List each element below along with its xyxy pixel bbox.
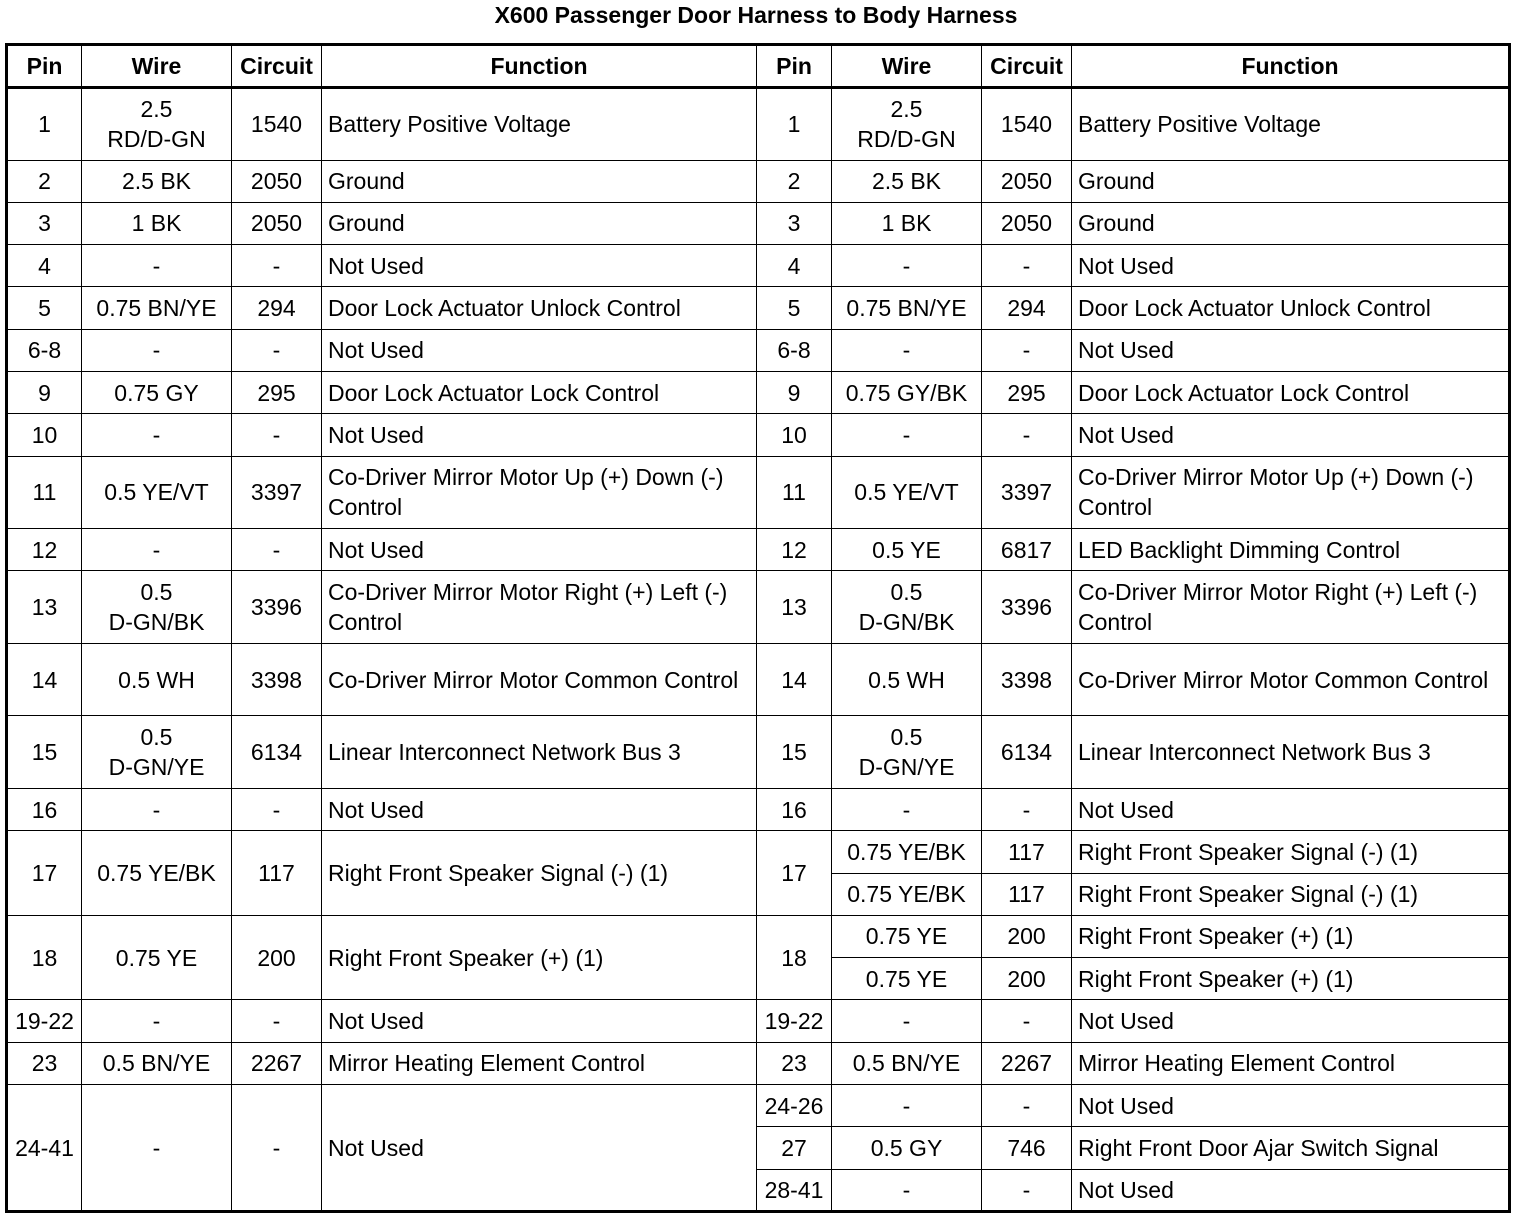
table-row bbox=[7, 414, 1510, 456]
pin-cell: 1 bbox=[7, 88, 82, 161]
function-cell: Door Lock Actuator Lock Control bbox=[1072, 372, 1510, 414]
table-row bbox=[7, 1042, 1510, 1084]
col-header-wire: Wire bbox=[82, 45, 232, 88]
circuit-cell: - bbox=[982, 329, 1072, 371]
function-cell: Right Front Door Ajar Switch Signal bbox=[1072, 1127, 1510, 1169]
pin-cell: 11 bbox=[757, 456, 832, 529]
function-cell: Co-Driver Mirror Motor Up (+) Down (-) Control bbox=[1072, 456, 1510, 529]
wire-cell: - bbox=[82, 329, 232, 371]
circuit-cell: - bbox=[232, 245, 322, 287]
pin-cell: 16 bbox=[757, 788, 832, 830]
function-cell: Not Used bbox=[1072, 1169, 1510, 1211]
pin-cell: 19-22 bbox=[757, 1000, 832, 1042]
wire-cell: 0.75 YE bbox=[82, 915, 232, 1000]
circuit-cell: 6134 bbox=[232, 716, 322, 789]
circuit-cell: - bbox=[982, 1169, 1072, 1211]
wire-cell bbox=[832, 571, 982, 644]
col-header-function: Function bbox=[1072, 45, 1510, 88]
wire-cell: 2.5 BK bbox=[82, 160, 232, 202]
wire-cell: - bbox=[82, 245, 232, 287]
table-row bbox=[7, 788, 1510, 830]
table-row bbox=[7, 643, 1510, 716]
pin-cell: 1 bbox=[757, 88, 832, 161]
circuit-cell: 3398 bbox=[982, 643, 1072, 716]
pin-cell: 28-41 bbox=[757, 1169, 832, 1211]
pin-cell: 13 bbox=[7, 571, 82, 644]
wire-color: D-GN/BK bbox=[858, 609, 955, 636]
circuit-cell: 3398 bbox=[232, 643, 322, 716]
function-cell: Ground bbox=[322, 160, 757, 202]
wire-cell bbox=[82, 88, 232, 161]
pin-cell: 24-26 bbox=[757, 1085, 832, 1127]
wire-cell bbox=[832, 716, 982, 789]
circuit-cell: 2267 bbox=[232, 1042, 322, 1084]
function-cell: Co-Driver Mirror Motor Right (+) Left (-) Control bbox=[322, 571, 757, 644]
pin-cell: 16 bbox=[7, 788, 82, 830]
circuit-cell: - bbox=[982, 788, 1072, 830]
circuit-cell: 295 bbox=[982, 372, 1072, 414]
wire-cell: 0.75 BN/YE bbox=[82, 287, 232, 329]
col-header-pin: Pin bbox=[757, 45, 832, 88]
function-cell: Not Used bbox=[1072, 414, 1510, 456]
pin-cell: 18 bbox=[757, 915, 832, 1000]
circuit-cell: 3397 bbox=[982, 456, 1072, 529]
function-cell: Co-Driver Mirror Motor Common Control bbox=[322, 643, 757, 716]
circuit-cell: 117 bbox=[232, 831, 322, 916]
document-title: X600 Passenger Door Harness to Body Harness bbox=[494, 2, 1018, 28]
table-row bbox=[7, 245, 1510, 287]
pin-cell: 14 bbox=[7, 643, 82, 716]
pin-cell: 4 bbox=[7, 245, 82, 287]
wire-cell: - bbox=[832, 329, 982, 371]
wire-cell: - bbox=[832, 788, 982, 830]
function-cell: Not Used bbox=[322, 414, 757, 456]
pin-cell: 17 bbox=[757, 831, 832, 916]
function-cell: Co-Driver Mirror Motor Common Control bbox=[1072, 643, 1510, 716]
circuit-cell: - bbox=[982, 1085, 1072, 1127]
wire-color: RD/D-GN bbox=[857, 126, 956, 153]
circuit-cell: 2050 bbox=[982, 160, 1072, 202]
pin-cell: 27 bbox=[757, 1127, 832, 1169]
table-row bbox=[7, 1085, 1510, 1127]
circuit-cell: 117 bbox=[982, 831, 1072, 873]
pin-cell: 15 bbox=[7, 716, 82, 789]
wire-cell: 0.75 YE bbox=[832, 958, 982, 1000]
function-cell: Door Lock Actuator Unlock Control bbox=[322, 287, 757, 329]
table-row bbox=[7, 716, 1510, 789]
function-cell: Not Used bbox=[322, 329, 757, 371]
function-cell: Ground bbox=[322, 202, 757, 244]
pin-cell: 9 bbox=[7, 372, 82, 414]
function-cell: Mirror Heating Element Control bbox=[1072, 1042, 1510, 1084]
table-row bbox=[7, 88, 1510, 161]
wire-cell: - bbox=[832, 414, 982, 456]
wire-gauge: 2.5 bbox=[890, 96, 923, 123]
wire-color: D-GN/BK bbox=[108, 609, 205, 636]
table-row bbox=[7, 1000, 1510, 1042]
pin-cell: 24-41 bbox=[7, 1085, 82, 1212]
function-cell: Not Used bbox=[1072, 788, 1510, 830]
table-row bbox=[7, 571, 1510, 644]
function-cell: Not Used bbox=[322, 529, 757, 571]
pin-cell: 5 bbox=[7, 287, 82, 329]
function-cell: Right Front Speaker (+) (1) bbox=[1072, 958, 1510, 1000]
wire-cell: 0.5 BN/YE bbox=[832, 1042, 982, 1084]
wire-cell: 0.75 GY/BK bbox=[832, 372, 982, 414]
wire-cell: 0.5 YE/VT bbox=[82, 456, 232, 529]
pin-cell: 5 bbox=[757, 287, 832, 329]
function-cell: Not Used bbox=[322, 1085, 757, 1212]
table-row bbox=[7, 202, 1510, 244]
pin-cell: 14 bbox=[757, 643, 832, 716]
circuit-cell: 2050 bbox=[232, 160, 322, 202]
table-row bbox=[7, 915, 1510, 957]
circuit-cell: 294 bbox=[232, 287, 322, 329]
col-header-function: Function bbox=[322, 45, 757, 88]
function-cell: Ground bbox=[1072, 202, 1510, 244]
pinout-table bbox=[5, 43, 1511, 1213]
circuit-cell: - bbox=[232, 1000, 322, 1042]
wire-cell: 0.75 YE bbox=[832, 915, 982, 957]
pin-cell: 18 bbox=[7, 915, 82, 1000]
wire-gauge: 2.5 bbox=[140, 96, 173, 123]
circuit-cell: 1540 bbox=[982, 88, 1072, 161]
function-cell: Not Used bbox=[1072, 245, 1510, 287]
wire-cell: 0.75 BN/YE bbox=[832, 287, 982, 329]
wire-cell: 1 BK bbox=[832, 202, 982, 244]
function-cell: Door Lock Actuator Lock Control bbox=[322, 372, 757, 414]
pin-cell: 6-8 bbox=[7, 329, 82, 371]
wire-cell: - bbox=[832, 1000, 982, 1042]
col-header-pin: Pin bbox=[7, 45, 82, 88]
pin-cell: 10 bbox=[7, 414, 82, 456]
function-cell: Linear Interconnect Network Bus 3 bbox=[1072, 716, 1510, 789]
function-cell: Co-Driver Mirror Motor Up (+) Down (-) Control bbox=[322, 456, 757, 529]
wire-gauge: 0.5 bbox=[890, 579, 923, 606]
function-cell: Right Front Speaker Signal (-) (1) bbox=[1072, 831, 1510, 873]
pin-cell: 6-8 bbox=[757, 329, 832, 371]
wire-cell: 0.5 YE bbox=[832, 529, 982, 571]
wire-color: RD/D-GN bbox=[107, 126, 206, 153]
wire-cell: - bbox=[82, 529, 232, 571]
circuit-cell: 2050 bbox=[982, 202, 1072, 244]
table-row bbox=[7, 372, 1510, 414]
pin-cell: 3 bbox=[757, 202, 832, 244]
circuit-cell: 295 bbox=[232, 372, 322, 414]
function-cell: Not Used bbox=[1072, 1085, 1510, 1127]
circuit-cell: - bbox=[232, 1085, 322, 1212]
function-cell: Not Used bbox=[322, 245, 757, 287]
wire-gauge: 0.5 bbox=[140, 579, 173, 606]
table-row bbox=[7, 456, 1510, 529]
circuit-cell: 6134 bbox=[982, 716, 1072, 789]
function-cell: Battery Positive Voltage bbox=[1072, 88, 1510, 161]
function-cell: Not Used bbox=[322, 1000, 757, 1042]
pin-cell: 12 bbox=[7, 529, 82, 571]
pin-cell: 15 bbox=[757, 716, 832, 789]
wire-gauge: 0.5 bbox=[890, 724, 923, 751]
wire-cell bbox=[82, 716, 232, 789]
function-cell: LED Backlight Dimming Control bbox=[1072, 529, 1510, 571]
col-header-wire: Wire bbox=[832, 45, 982, 88]
circuit-cell: 3396 bbox=[232, 571, 322, 644]
table-row bbox=[7, 831, 1510, 873]
function-cell: Not Used bbox=[322, 788, 757, 830]
wire-color: D-GN/YE bbox=[858, 754, 955, 781]
wire-cell: 0.75 GY bbox=[82, 372, 232, 414]
wire-cell: - bbox=[82, 414, 232, 456]
circuit-cell: 200 bbox=[232, 915, 322, 1000]
circuit-cell: 2267 bbox=[982, 1042, 1072, 1084]
pin-cell: 10 bbox=[757, 414, 832, 456]
wire-cell bbox=[82, 571, 232, 644]
wire-cell: - bbox=[82, 1085, 232, 1212]
wire-cell: 0.5 WH bbox=[82, 643, 232, 716]
function-cell: Right Front Speaker (+) (1) bbox=[322, 915, 757, 1000]
wire-cell: 2.5 BK bbox=[832, 160, 982, 202]
wire-cell: - bbox=[82, 788, 232, 830]
circuit-cell: 746 bbox=[982, 1127, 1072, 1169]
circuit-cell: - bbox=[982, 245, 1072, 287]
wire-cell: - bbox=[832, 1169, 982, 1211]
circuit-cell: - bbox=[232, 329, 322, 371]
circuit-cell: - bbox=[232, 788, 322, 830]
circuit-cell: 200 bbox=[982, 958, 1072, 1000]
circuit-cell: 1540 bbox=[232, 88, 322, 161]
wire-cell: - bbox=[82, 1000, 232, 1042]
function-cell: Battery Positive Voltage bbox=[322, 88, 757, 161]
function-cell: Linear Interconnect Network Bus 3 bbox=[322, 716, 757, 789]
pin-cell: 13 bbox=[757, 571, 832, 644]
wire-cell: 1 BK bbox=[82, 202, 232, 244]
circuit-cell: 2050 bbox=[232, 202, 322, 244]
circuit-cell: 200 bbox=[982, 915, 1072, 957]
pin-cell: 3 bbox=[7, 202, 82, 244]
function-cell: Ground bbox=[1072, 160, 1510, 202]
pin-cell: 9 bbox=[757, 372, 832, 414]
pin-cell: 2 bbox=[7, 160, 82, 202]
circuit-cell: - bbox=[982, 1000, 1072, 1042]
circuit-cell: 117 bbox=[982, 873, 1072, 915]
pin-cell: 11 bbox=[7, 456, 82, 529]
circuit-cell: - bbox=[232, 529, 322, 571]
table-row bbox=[7, 287, 1510, 329]
wire-cell: 0.5 WH bbox=[832, 643, 982, 716]
wire-cell: 0.5 YE/VT bbox=[832, 456, 982, 529]
pin-cell: 4 bbox=[757, 245, 832, 287]
wire-color: D-GN/YE bbox=[108, 754, 205, 781]
function-cell: Mirror Heating Element Control bbox=[322, 1042, 757, 1084]
circuit-cell: 294 bbox=[982, 287, 1072, 329]
table-row bbox=[7, 329, 1510, 371]
table-row bbox=[7, 160, 1510, 202]
wire-cell: - bbox=[832, 245, 982, 287]
circuit-cell: - bbox=[982, 414, 1072, 456]
wire-cell: 0.75 YE/BK bbox=[832, 873, 982, 915]
col-header-circuit: Circuit bbox=[232, 45, 322, 88]
function-cell: Not Used bbox=[1072, 1000, 1510, 1042]
circuit-cell: 6817 bbox=[982, 529, 1072, 571]
pin-cell: 12 bbox=[757, 529, 832, 571]
pin-cell: 2 bbox=[757, 160, 832, 202]
pin-cell: 23 bbox=[757, 1042, 832, 1084]
wire-cell bbox=[832, 88, 982, 161]
pin-cell: 17 bbox=[7, 831, 82, 916]
wire-cell: 0.5 BN/YE bbox=[82, 1042, 232, 1084]
function-cell: Door Lock Actuator Unlock Control bbox=[1072, 287, 1510, 329]
function-cell: Co-Driver Mirror Motor Right (+) Left (-) Control bbox=[1072, 571, 1510, 644]
pin-cell: 19-22 bbox=[7, 1000, 82, 1042]
function-cell: Right Front Speaker Signal (-) (1) bbox=[1072, 873, 1510, 915]
function-cell: Right Front Speaker Signal (-) (1) bbox=[322, 831, 757, 916]
wire-cell: 0.5 GY bbox=[832, 1127, 982, 1169]
wire-gauge: 0.5 bbox=[140, 724, 173, 751]
function-cell: Right Front Speaker (+) (1) bbox=[1072, 915, 1510, 957]
pin-cell: 23 bbox=[7, 1042, 82, 1084]
table-row bbox=[7, 529, 1510, 571]
function-cell: Not Used bbox=[1072, 329, 1510, 371]
circuit-cell: 3397 bbox=[232, 456, 322, 529]
wire-cell: - bbox=[832, 1085, 982, 1127]
col-header-circuit: Circuit bbox=[982, 45, 1072, 88]
wire-cell: 0.75 YE/BK bbox=[832, 831, 982, 873]
circuit-cell: 3396 bbox=[982, 571, 1072, 644]
circuit-cell: - bbox=[232, 414, 322, 456]
wire-cell: 0.75 YE/BK bbox=[82, 831, 232, 916]
header-row bbox=[7, 45, 1510, 88]
